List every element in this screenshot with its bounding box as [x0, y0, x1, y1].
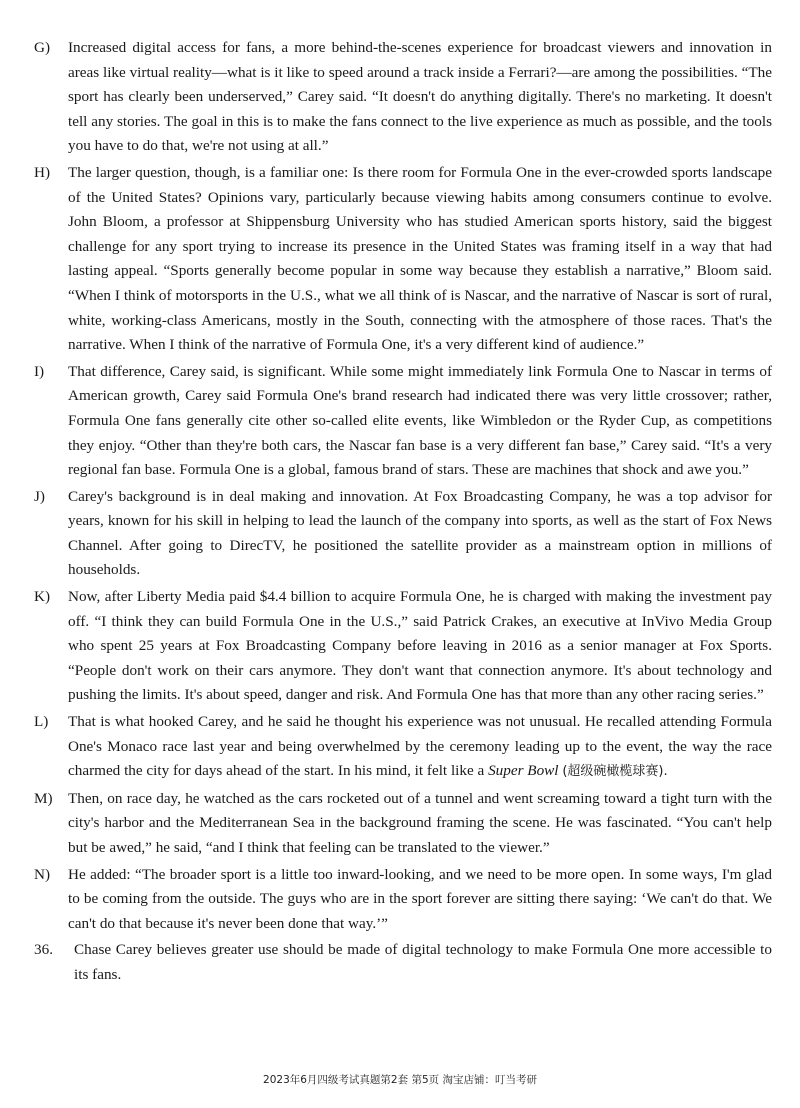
paragraph-label: H) — [34, 163, 51, 181]
paragraph-text: The larger question, though, is a familiar one: Is there room for Formula One in the ever-crowded sports landscape of the United States? Opinions vary, particularly because viewing habits among consumers continue to evolve. John Bloom, a professor at Shippensburg University who has studied American sports history, said the biggest challenge for any sport trying to increase its presence in the United States was framing itself in a way that had lasting appeal. “Sports generally become popular in some way because they establish a narrative,” Bloom said. “When I think of motorsports in the U.S., what we all think of is Nascar, and the narrative of Nascar is sort of rural, white, working-class Americans, mostly in the South, connecting with the atmosphere of those races. That's the narrative. When I think of the narrative of Formula One, it's a very different kind of audience.” — [68, 163, 772, 354]
paragraph-label: J) — [34, 487, 45, 505]
paragraph-label: L) — [34, 713, 49, 731]
paragraph-label: N) — [34, 865, 51, 883]
question-36 — [34, 938, 772, 987]
paragraph-text: Carey's background is in deal making and innovation. At Fox Broadcasting Company, he was a top advisor for years, known for his skill in helping to lead the launch of the company into sports, as well as the start of Fox News Channel. After going to DirecTV, he positioned the satellite provider as a mainstream option in millions of households. — [68, 487, 772, 579]
paragraph-g — [34, 36, 772, 159]
paragraph-label: K) — [34, 588, 51, 606]
paragraph-h — [34, 161, 772, 358]
question-text: Chase Carey believes greater use should be made of digital technology to make Formula One more accessible to its fans. — [74, 941, 772, 983]
paragraph-label: M) — [34, 789, 53, 807]
question-number: 36. — [34, 941, 53, 959]
chinese-gloss: (超级碗橄榄球赛). — [562, 764, 668, 780]
paragraph-n — [34, 863, 772, 937]
page-content — [34, 36, 772, 990]
super-bowl-italic: Super Bowl — [488, 762, 559, 780]
paragraph-label: I) — [34, 362, 45, 380]
paragraph-text: He added: “The broader sport is a little too inward-looking, and we need to be more open. In some ways, I'm glad to be coming from the outside. The guys who are in the sport forever are sitting there saying: ‘We can't do that. We can't do that because it's never been done that way.’” — [68, 865, 772, 932]
paragraph-text-main: That is what hooked Carey, and he said he thought his experience was not unusual. He recalled attending Formula One's Monaco race last year and being overwhelmed by the ceremony leading up to the event, the way the race charmed the city for days ahead of the start. In his mind, it felt like a — [68, 713, 772, 780]
paragraph-text — [68, 713, 772, 779]
paragraph-l — [34, 710, 772, 785]
paragraph-label: G) — [34, 39, 51, 56]
paragraph-text: Now, after Liberty Media paid $4.4 billion to acquire Formula One, he is charged with making the investment pay off. “I think they can build Formula One in the U.S.,” said Patrick Crakes, an executive at InVivo Media Group who spent 25 years at Fox Broadcasting Company before leaving in 2016 as a senior manager at Fox Sports. “People don't work on their cars anymore. They don't want that connection anymore. It's about technology and pushing the limits. It's about speed, danger and risk. And Formula One has that more than any other racing series.” — [68, 588, 772, 704]
paragraph-j — [34, 485, 772, 583]
paragraph-text: Increased digital access for fans, a more behind-the-scenes experience for broadcast viewers and innovation in areas like virtual reality—what is it like to speed around a track inside a Ferrari?—are among the possibilities. “The sport has clearly been underserved,” Carey said. “It doesn't do anything digitally. There's no marketing. It doesn't tell any stories. The goal in this is to make the fans connect to the live experience as much as possible, and the tools you have to do that, we're not using at all.” — [68, 39, 772, 155]
paragraph-m — [34, 787, 772, 861]
paragraph-text: That difference, Carey said, is significant. While some might immediately link Formula One to Nascar in terms of American growth, Carey said Formula One's brand research had indicated there was very little crossover; rather, Formula One fans generally cite other so-called elite events, like Wimbledon or the Ryder Cup, as competitions they enjoy. “Other than they're both cars, the Nascar fan base is a very different fan base,” Carey said. “It's a very regional fan base. Formula One is a global, famous brand of stars. These are machines that shock and awe you.” — [68, 362, 772, 479]
paragraph-k — [34, 585, 772, 708]
paragraph-text: Then, on race day, he watched as the cars rocketed out of a tunnel and went screaming toward a tight turn with the city's harbor and the Mediterranean Sea in the background framing the scene. He was fascinated. “You can't help but be awed,” he said, “and I think that feeling can be translated to the viewer.” — [68, 789, 772, 856]
paragraph-i — [34, 360, 772, 483]
page-footer: 2023年6月四级考试真题第2套 第5页 淘宝店铺：叮当考研 — [263, 1074, 537, 1086]
